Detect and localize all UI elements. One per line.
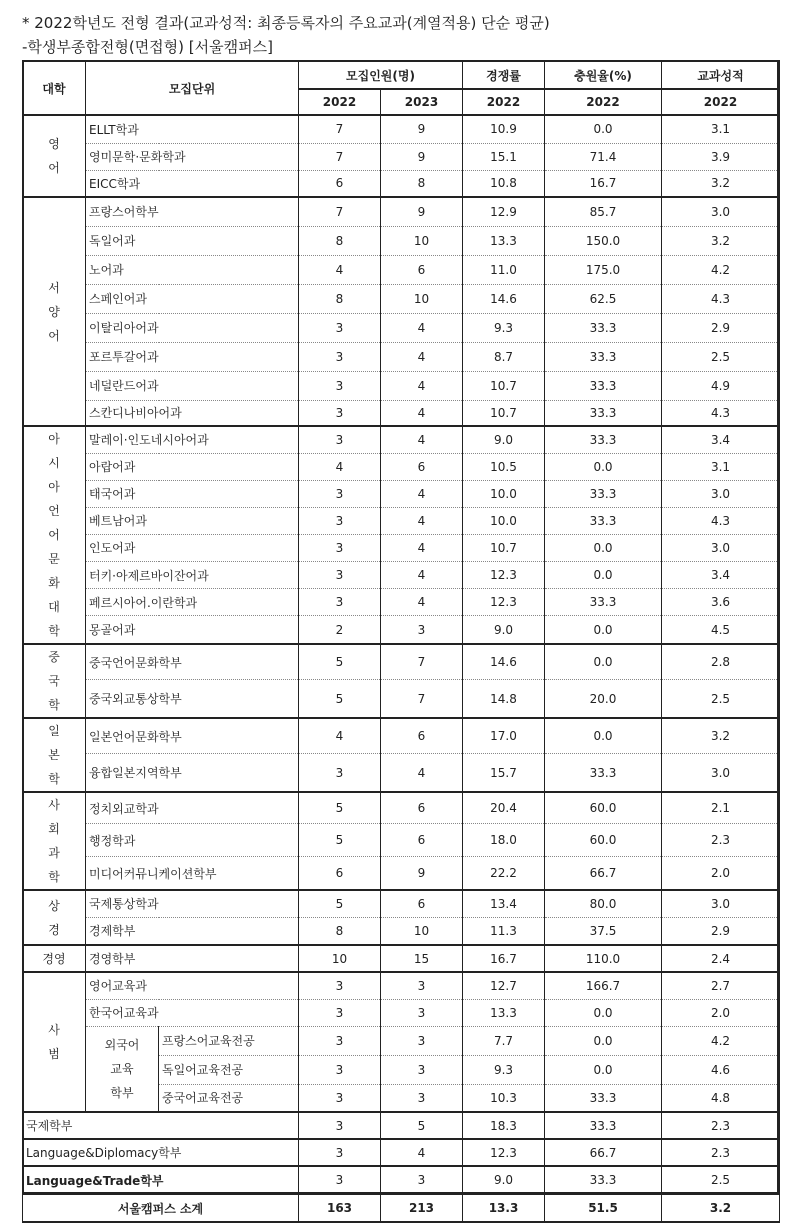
cell-grade-2022: 3.1 — [662, 115, 780, 143]
table-row — [23, 945, 780, 972]
unit-name: 스칸디나비아어과 — [86, 400, 299, 426]
cell-competition-2022: 9.0 — [463, 1166, 545, 1194]
cell-competition-2022: 13.3 — [463, 999, 545, 1026]
group-label: 서 양 어 — [23, 197, 86, 426]
cell-quota-2022: 6 — [299, 857, 381, 890]
cell-fill-rate-2022: 33.3 — [545, 1166, 662, 1194]
unit-name: 중국어교육전공 — [159, 1084, 299, 1112]
unit-name: 몽골어과 — [86, 616, 299, 644]
table-row — [23, 226, 780, 255]
table-row — [23, 857, 780, 890]
cell-grade-2022: 3.0 — [662, 480, 780, 507]
cell-quota-2022: 4 — [299, 255, 381, 284]
cell-fill-rate-2022: 33.3 — [545, 589, 662, 616]
cell-competition-2022: 17.0 — [463, 718, 545, 754]
cell-competition-2022: 11.3 — [463, 917, 545, 945]
cell-competition-2022: 13.3 — [463, 1194, 545, 1222]
unit-name: 영어교육과 — [86, 972, 299, 999]
cell-competition-2022: 10.7 — [463, 534, 545, 561]
cell-quota-2023: 4 — [381, 507, 463, 534]
cell-fill-rate-2022: 71.4 — [545, 143, 662, 170]
cell-quota-2023: 9 — [381, 115, 463, 143]
unit-name: Language&Trade학부 — [23, 1166, 299, 1194]
cell-fill-rate-2022: 62.5 — [545, 284, 662, 313]
cell-fill-rate-2022: 0.0 — [545, 115, 662, 143]
cell-quota-2023: 6 — [381, 792, 463, 824]
cell-grade-2022: 2.5 — [662, 1166, 780, 1194]
table-row — [23, 718, 780, 754]
cell-quota-2023: 4 — [381, 754, 463, 792]
cell-quota-2023: 3 — [381, 999, 463, 1026]
cell-quota-2022: 3 — [299, 589, 381, 616]
unit-name: 정치외교학과 — [86, 792, 299, 824]
group-label: 경영 — [23, 945, 86, 972]
cell-quota-2022: 6 — [299, 170, 381, 197]
cell-quota-2022: 3 — [299, 999, 381, 1026]
unit-name: 포르투갈어과 — [86, 342, 299, 371]
cell-competition-2022: 12.7 — [463, 972, 545, 999]
cell-grade-2022: 3.2 — [662, 1194, 780, 1222]
header-grade: 교과성적 — [662, 61, 780, 89]
table-row — [23, 1026, 780, 1055]
caption-subtitle: -학생부종합전형(면접형) [서울캠퍼스] — [22, 38, 273, 56]
cell-grade-2022: 2.1 — [662, 792, 780, 824]
cell-competition-2022: 9.0 — [463, 426, 545, 453]
cell-grade-2022: 3.0 — [662, 890, 780, 917]
cell-quota-2022: 163 — [299, 1194, 381, 1222]
cell-quota-2022: 5 — [299, 824, 381, 857]
unit-name: 한국어교육과 — [86, 999, 299, 1026]
cell-competition-2022: 12.3 — [463, 562, 545, 589]
cell-fill-rate-2022: 33.3 — [545, 754, 662, 792]
cell-fill-rate-2022: 16.7 — [545, 170, 662, 197]
cell-competition-2022: 9.3 — [463, 313, 545, 342]
header-competition: 경쟁률 — [463, 61, 545, 89]
cell-competition-2022: 15.7 — [463, 754, 545, 792]
cell-fill-rate-2022: 0.0 — [545, 1026, 662, 1055]
table-row — [23, 589, 780, 616]
cell-grade-2022: 2.5 — [662, 680, 780, 718]
cell-quota-2022: 7 — [299, 197, 381, 226]
table-row — [23, 255, 780, 284]
group-label: 사 회 과 학 — [23, 792, 86, 890]
cell-fill-rate-2022: 0.0 — [545, 616, 662, 644]
unit-name: 중국외교통상학부 — [86, 680, 299, 718]
cell-competition-2022: 10.5 — [463, 453, 545, 480]
table-row — [23, 507, 780, 534]
unit-name: 행정학과 — [86, 824, 299, 857]
cell-competition-2022: 11.0 — [463, 255, 545, 284]
cell-fill-rate-2022: 0.0 — [545, 718, 662, 754]
cell-quota-2023: 4 — [381, 480, 463, 507]
cell-quota-2023: 9 — [381, 197, 463, 226]
unit-name: 일본언어문화학부 — [86, 718, 299, 754]
cell-quota-2022: 3 — [299, 534, 381, 561]
table-row — [23, 1139, 780, 1166]
cell-grade-2022: 3.9 — [662, 143, 780, 170]
cell-quota-2023: 4 — [381, 371, 463, 400]
unit-name: EICC학과 — [86, 170, 299, 197]
cell-fill-rate-2022: 33.3 — [545, 342, 662, 371]
cell-quota-2022: 8 — [299, 226, 381, 255]
unit-name: 융합일본지역학부 — [86, 754, 299, 792]
cell-grade-2022: 4.5 — [662, 616, 780, 644]
cell-quota-2023: 3 — [381, 972, 463, 999]
cell-competition-2022: 10.7 — [463, 400, 545, 426]
cell-quota-2022: 8 — [299, 917, 381, 945]
cell-quota-2023: 7 — [381, 644, 463, 680]
cell-competition-2022: 18.3 — [463, 1112, 545, 1139]
unit-name: 프랑스어학부 — [86, 197, 299, 226]
table-row — [23, 284, 780, 313]
header-univ: 대학 — [23, 61, 86, 115]
cell-fill-rate-2022: 175.0 — [545, 255, 662, 284]
cell-quota-2022: 5 — [299, 792, 381, 824]
table-row — [23, 680, 780, 718]
cell-quota-2023: 7 — [381, 680, 463, 718]
cell-competition-2022: 13.4 — [463, 890, 545, 917]
cell-competition-2022: 10.8 — [463, 170, 545, 197]
unit-name: 네덜란드어과 — [86, 371, 299, 400]
table-row — [23, 371, 780, 400]
cell-competition-2022: 12.3 — [463, 1139, 545, 1166]
cell-grade-2022: 2.0 — [662, 857, 780, 890]
cell-quota-2023: 10 — [381, 917, 463, 945]
total-label: 서울캠퍼스 소계 — [23, 1194, 299, 1222]
cell-grade-2022: 2.4 — [662, 945, 780, 972]
cell-grade-2022: 3.6 — [662, 589, 780, 616]
header-fill-2022: 2022 — [545, 89, 662, 115]
cell-quota-2022: 3 — [299, 313, 381, 342]
cell-quota-2022: 10 — [299, 945, 381, 972]
unit-name: 국제학부 — [23, 1112, 299, 1139]
cell-quota-2023: 3 — [381, 616, 463, 644]
cell-fill-rate-2022: 33.3 — [545, 426, 662, 453]
table-row — [23, 197, 780, 226]
header-quota-2023: 2023 — [381, 89, 463, 115]
cell-quota-2023: 6 — [381, 255, 463, 284]
cell-grade-2022: 4.3 — [662, 400, 780, 426]
unit-name: 경영학부 — [86, 945, 299, 972]
cell-fill-rate-2022: 150.0 — [545, 226, 662, 255]
cell-quota-2022: 3 — [299, 1112, 381, 1139]
cell-fill-rate-2022: 33.3 — [545, 1112, 662, 1139]
cell-quota-2022: 5 — [299, 890, 381, 917]
cell-competition-2022: 9.3 — [463, 1055, 545, 1084]
cell-quota-2023: 6 — [381, 824, 463, 857]
cell-quota-2023: 9 — [381, 143, 463, 170]
unit-name: 독일어과 — [86, 226, 299, 255]
cell-quota-2023: 9 — [381, 857, 463, 890]
cell-competition-2022: 14.6 — [463, 284, 545, 313]
group-label: 사 범 — [23, 972, 86, 1112]
cell-quota-2022: 8 — [299, 284, 381, 313]
cell-grade-2022: 3.2 — [662, 170, 780, 197]
unit-name: Language&Diplomacy학부 — [23, 1139, 299, 1166]
cell-quota-2023: 6 — [381, 718, 463, 754]
cell-quota-2022: 3 — [299, 507, 381, 534]
cell-grade-2022: 4.8 — [662, 1084, 780, 1112]
cell-grade-2022: 3.4 — [662, 426, 780, 453]
cell-grade-2022: 2.3 — [662, 1112, 780, 1139]
cell-quota-2022: 5 — [299, 644, 381, 680]
cell-quota-2022: 3 — [299, 1084, 381, 1112]
unit-name: 페르시아어.이란학과 — [86, 589, 299, 616]
group-label: 일 본 학 — [23, 718, 86, 792]
table-row — [23, 644, 780, 680]
cell-fill-rate-2022: 60.0 — [545, 824, 662, 857]
cell-fill-rate-2022: 0.0 — [545, 999, 662, 1026]
unit-name: 경제학부 — [86, 917, 299, 945]
cell-grade-2022: 2.3 — [662, 1139, 780, 1166]
cell-quota-2023: 6 — [381, 453, 463, 480]
cell-quota-2023: 213 — [381, 1194, 463, 1222]
table-row — [23, 824, 780, 857]
table-row — [23, 480, 780, 507]
cell-fill-rate-2022: 0.0 — [545, 453, 662, 480]
cell-fill-rate-2022: 0.0 — [545, 1055, 662, 1084]
cell-competition-2022: 15.1 — [463, 143, 545, 170]
table-row — [23, 917, 780, 945]
cell-fill-rate-2022: 33.3 — [545, 507, 662, 534]
cell-quota-2022: 3 — [299, 480, 381, 507]
cell-grade-2022: 2.7 — [662, 972, 780, 999]
cell-fill-rate-2022: 66.7 — [545, 1139, 662, 1166]
cell-quota-2023: 4 — [381, 562, 463, 589]
cell-fill-rate-2022: 20.0 — [545, 680, 662, 718]
header-grade-2022: 2022 — [662, 89, 780, 115]
header-fill-rate: 충원율(%) — [545, 61, 662, 89]
cell-competition-2022: 12.3 — [463, 589, 545, 616]
table-row — [23, 115, 780, 143]
header-competition-2022: 2022 — [463, 89, 545, 115]
cell-grade-2022: 4.3 — [662, 284, 780, 313]
table-row — [23, 143, 780, 170]
unit-name: 미디어커뮤니케이션학부 — [86, 857, 299, 890]
table-row — [23, 313, 780, 342]
table-row — [23, 342, 780, 371]
table-row — [23, 754, 780, 792]
cell-quota-2022: 7 — [299, 143, 381, 170]
unit-name: 말레이·인도네시아어과 — [86, 426, 299, 453]
table-row — [23, 170, 780, 197]
cell-grade-2022: 3.0 — [662, 534, 780, 561]
cell-grade-2022: 2.9 — [662, 313, 780, 342]
unit-name: 터키·아제르바이잔어과 — [86, 562, 299, 589]
cell-fill-rate-2022: 51.5 — [545, 1194, 662, 1222]
cell-quota-2023: 4 — [381, 1139, 463, 1166]
cell-grade-2022: 3.2 — [662, 226, 780, 255]
cell-grade-2022: 4.2 — [662, 1026, 780, 1055]
table-row — [23, 1112, 780, 1139]
cell-competition-2022: 10.0 — [463, 480, 545, 507]
cell-competition-2022: 10.7 — [463, 371, 545, 400]
cell-competition-2022: 10.3 — [463, 1084, 545, 1112]
unit-name: 영미문학·문화학과 — [86, 143, 299, 170]
cell-fill-rate-2022: 60.0 — [545, 792, 662, 824]
cell-quota-2023: 15 — [381, 945, 463, 972]
cell-fill-rate-2022: 0.0 — [545, 534, 662, 561]
header-quota-2022: 2022 — [299, 89, 381, 115]
cell-quota-2022: 3 — [299, 562, 381, 589]
cell-quota-2022: 2 — [299, 616, 381, 644]
subgroup-label: 외국어 교육 학부 — [86, 1026, 159, 1112]
unit-name: 이탈리아어과 — [86, 313, 299, 342]
unit-name: 스페인어과 — [86, 284, 299, 313]
table-row — [23, 999, 780, 1026]
cell-quota-2023: 6 — [381, 890, 463, 917]
cell-grade-2022: 3.1 — [662, 453, 780, 480]
cell-quota-2023: 4 — [381, 426, 463, 453]
cell-quota-2023: 3 — [381, 1055, 463, 1084]
admission-results-table — [22, 60, 780, 1223]
cell-fill-rate-2022: 80.0 — [545, 890, 662, 917]
cell-grade-2022: 2.9 — [662, 917, 780, 945]
cell-fill-rate-2022: 33.3 — [545, 313, 662, 342]
cell-competition-2022: 22.2 — [463, 857, 545, 890]
cell-competition-2022: 9.0 — [463, 616, 545, 644]
cell-quota-2022: 7 — [299, 115, 381, 143]
cell-fill-rate-2022: 66.7 — [545, 857, 662, 890]
cell-grade-2022: 2.0 — [662, 999, 780, 1026]
unit-name: 노어과 — [86, 255, 299, 284]
unit-name: 인도어과 — [86, 534, 299, 561]
group-label: 중 국 학 — [23, 644, 86, 718]
cell-quota-2023: 4 — [381, 589, 463, 616]
unit-name: 국제통상학과 — [86, 890, 299, 917]
cell-grade-2022: 3.2 — [662, 718, 780, 754]
cell-quota-2022: 3 — [299, 1166, 381, 1194]
cell-quota-2022: 3 — [299, 371, 381, 400]
table-row — [23, 1166, 780, 1194]
unit-name: 중국언어문화학부 — [86, 644, 299, 680]
total-row — [23, 1194, 780, 1222]
unit-name: 태국어과 — [86, 480, 299, 507]
cell-quota-2022: 3 — [299, 1139, 381, 1166]
cell-grade-2022: 2.3 — [662, 824, 780, 857]
cell-grade-2022: 3.0 — [662, 197, 780, 226]
table-row — [23, 616, 780, 644]
table-row — [23, 972, 780, 999]
table-row — [23, 792, 780, 824]
cell-competition-2022: 10.9 — [463, 115, 545, 143]
cell-fill-rate-2022: 33.3 — [545, 480, 662, 507]
cell-quota-2023: 8 — [381, 170, 463, 197]
cell-competition-2022: 7.7 — [463, 1026, 545, 1055]
unit-name: 베트남어과 — [86, 507, 299, 534]
cell-quota-2023: 3 — [381, 1026, 463, 1055]
cell-competition-2022: 12.9 — [463, 197, 545, 226]
cell-quota-2022: 3 — [299, 400, 381, 426]
cell-quota-2023: 10 — [381, 226, 463, 255]
cell-quota-2022: 4 — [299, 453, 381, 480]
cell-quota-2023: 4 — [381, 534, 463, 561]
cell-quota-2023: 3 — [381, 1166, 463, 1194]
cell-competition-2022: 18.0 — [463, 824, 545, 857]
cell-grade-2022: 3.4 — [662, 562, 780, 589]
unit-name: 아랍어과 — [86, 453, 299, 480]
cell-grade-2022: 4.6 — [662, 1055, 780, 1084]
header-unit: 모집단위 — [86, 61, 299, 115]
cell-grade-2022: 4.9 — [662, 371, 780, 400]
cell-quota-2022: 3 — [299, 1055, 381, 1084]
cell-quota-2023: 4 — [381, 342, 463, 371]
cell-grade-2022: 3.0 — [662, 754, 780, 792]
table-row — [23, 562, 780, 589]
cell-grade-2022: 4.3 — [662, 507, 780, 534]
cell-fill-rate-2022: 166.7 — [545, 972, 662, 999]
cell-fill-rate-2022: 0.0 — [545, 562, 662, 589]
cell-competition-2022: 8.7 — [463, 342, 545, 371]
cell-competition-2022: 10.0 — [463, 507, 545, 534]
unit-name: ELLT학과 — [86, 115, 299, 143]
cell-grade-2022: 2.5 — [662, 342, 780, 371]
cell-quota-2022: 3 — [299, 972, 381, 999]
cell-quota-2023: 3 — [381, 1084, 463, 1112]
cell-quota-2022: 3 — [299, 1026, 381, 1055]
cell-quota-2023: 4 — [381, 313, 463, 342]
cell-fill-rate-2022: 37.5 — [545, 917, 662, 945]
cell-quota-2022: 3 — [299, 426, 381, 453]
cell-quota-2022: 5 — [299, 680, 381, 718]
table-row — [23, 426, 780, 453]
cell-quota-2023: 5 — [381, 1112, 463, 1139]
table-row — [23, 453, 780, 480]
cell-grade-2022: 4.2 — [662, 255, 780, 284]
unit-name: 독일어교육전공 — [159, 1055, 299, 1084]
cell-quota-2022: 3 — [299, 342, 381, 371]
cell-quota-2023: 10 — [381, 284, 463, 313]
group-label: 상 경 — [23, 890, 86, 945]
cell-fill-rate-2022: 33.3 — [545, 400, 662, 426]
table-row — [23, 400, 780, 426]
cell-quota-2022: 3 — [299, 754, 381, 792]
cell-fill-rate-2022: 85.7 — [545, 197, 662, 226]
cell-competition-2022: 14.8 — [463, 680, 545, 718]
caption-title: * 2022학년도 전형 결과(교과성적: 최종등록자의 주요교과(계열적용) 단순 평균) — [22, 14, 550, 32]
cell-grade-2022: 2.8 — [662, 644, 780, 680]
group-label: 아 시 아 언 어 문 화 대 학 — [23, 426, 86, 644]
cell-fill-rate-2022: 33.3 — [545, 1084, 662, 1112]
unit-name: 프랑스어교육전공 — [159, 1026, 299, 1055]
cell-fill-rate-2022: 33.3 — [545, 371, 662, 400]
table-row — [23, 534, 780, 561]
cell-fill-rate-2022: 110.0 — [545, 945, 662, 972]
table-row — [23, 890, 780, 917]
cell-quota-2023: 4 — [381, 400, 463, 426]
cell-competition-2022: 13.3 — [463, 226, 545, 255]
cell-competition-2022: 16.7 — [463, 945, 545, 972]
group-label: 영 어 — [23, 115, 86, 197]
cell-quota-2022: 4 — [299, 718, 381, 754]
cell-competition-2022: 20.4 — [463, 792, 545, 824]
header-quota: 모집인원(명) — [299, 61, 463, 89]
cell-competition-2022: 14.6 — [463, 644, 545, 680]
cell-fill-rate-2022: 0.0 — [545, 644, 662, 680]
